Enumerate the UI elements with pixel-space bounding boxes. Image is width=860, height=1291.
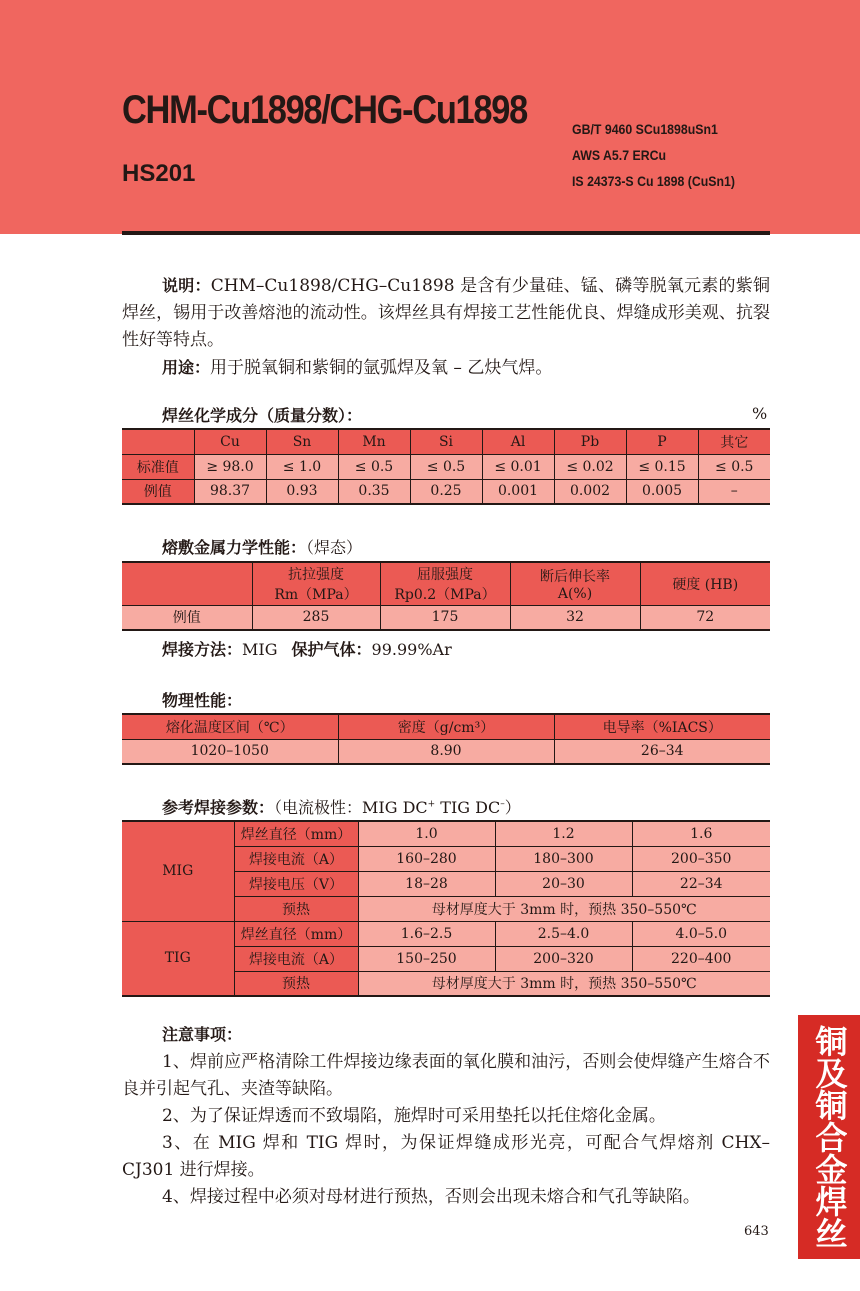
param-cell: 220–400 (632, 946, 770, 971)
mech-header-cell: 硬度 (HB) (640, 562, 770, 605)
chem-header-cell: Cu (194, 429, 266, 454)
mechanical-header-row (122, 562, 770, 605)
chem-header-cell: Sn (266, 429, 338, 454)
chemistry-table (122, 428, 770, 505)
mech-cell: 72 (640, 605, 770, 630)
chem-cell: 0.25 (410, 479, 482, 504)
row-label: 例值 (122, 479, 194, 504)
chem-cell: 98.37 (194, 479, 266, 504)
mech-cell: 32 (510, 605, 640, 630)
notes-title-text: 注意事项： (162, 1025, 243, 1044)
physical-value-row (122, 739, 770, 764)
polarity-close: ） (504, 798, 521, 817)
param-cell: 1.6 (632, 821, 770, 846)
param-cell: 1.6–2.5 (358, 921, 495, 946)
welding-params-table (122, 820, 770, 997)
chem-cell: 0.002 (554, 479, 626, 504)
welding-title-note (274, 798, 521, 817)
phys-header-cell: 密度（g/cm³） (338, 714, 554, 739)
mech-header-line1: 断后伸长率 (540, 568, 610, 585)
phys-header-cell: 电导率（%IACS） (554, 714, 770, 739)
chemistry-unit: % (752, 404, 768, 423)
param-cell: 4.0–5.0 (632, 921, 770, 946)
param-cell: 22–34 (632, 871, 770, 896)
chem-cell: 0.001 (482, 479, 554, 504)
chem-header-cell: Si (410, 429, 482, 454)
physical-title: 物理性能： (162, 691, 243, 710)
mig-process-label: MIG (122, 821, 234, 921)
chem-cell: ≤ 0.15 (626, 454, 698, 479)
physical-header-row (122, 714, 770, 739)
param-label: 焊丝直径（mm） (234, 821, 358, 846)
chem-cell: ≥ 98.0 (194, 454, 266, 479)
usage-paragraph (122, 354, 770, 382)
standard-aws: AWS A5.7 ERCu (572, 147, 667, 163)
mech-header-line2: Rp0.2（MPa） (394, 586, 496, 603)
product-title: CHM-Cu1898/CHG-Cu1898 (122, 88, 527, 132)
phys-cell: 8.90 (338, 739, 554, 764)
chemistry-title: 焊丝化学成分（质量分数）： (162, 406, 363, 425)
standard-is: IS 24373-S Cu 1898 (CuSn1) (572, 173, 735, 189)
mechanical-table (122, 561, 770, 631)
description-paragraph (122, 272, 770, 354)
param-cell: 160–280 (358, 846, 495, 871)
phys-cell: 1020–1050 (122, 739, 338, 764)
polarity-sup-plus: + (427, 799, 436, 810)
note-item: 2、为了保证焊透而不致塌陷，施焊时可采用垫托以托住熔化金属。 (162, 1106, 666, 1126)
mechanical-example-row (122, 605, 770, 630)
welding-method-line (162, 637, 452, 660)
description-text: CHM–Cu1898/CHG–Cu1898 是含有少量硅、锰、磷等脱氧元素的紫铜焊丝，锡用于改善熔池的流动性。该焊丝具有焊接工艺性能优良、焊缝成形美观、抗裂性好等特点。 (122, 276, 770, 350)
description-label: 说明： (162, 276, 211, 295)
mech-header-cell (122, 562, 252, 605)
gas-label: 保护气体： (291, 640, 372, 659)
chemistry-standard-row (122, 454, 770, 479)
method-label: 焊接方法： (162, 640, 243, 659)
usage-label: 用途： (162, 358, 211, 377)
mechanical-title-text: 熔敷金属力学性能： (162, 538, 307, 557)
chem-header-cell: 其它 (698, 429, 770, 454)
note-item: 1、焊前应严格清除工件焊接边缘表面的氧化膜和油污，否则会使焊缝产生熔合不良并引起气孔、夹渣等缺陷。 (122, 1052, 770, 1099)
param-cell: 1.2 (495, 821, 632, 846)
page-number: 643 (744, 1224, 769, 1239)
tig-process-label: TIG (122, 921, 234, 996)
mech-header-line2: A(%) (557, 585, 593, 602)
param-cell: 200–350 (632, 846, 770, 871)
description-section (122, 272, 770, 382)
mech-header-cell (510, 562, 640, 605)
row-label: 标准值 (122, 454, 194, 479)
param-label: 焊接电流（A） (234, 946, 358, 971)
chem-cell: ≤ 0.5 (410, 454, 482, 479)
chem-cell: ≤ 1.0 (266, 454, 338, 479)
mech-header-line1: 屈服强度 (417, 566, 473, 583)
chem-cell: ≤ 0.5 (338, 454, 410, 479)
chem-cell: ≤ 0.02 (554, 454, 626, 479)
polarity-tig: TIG DC (435, 798, 501, 817)
param-cell: 1.0 (358, 821, 495, 846)
standards-list (572, 116, 735, 194)
param-cell: 18–28 (358, 871, 495, 896)
chem-cell: 0.93 (266, 479, 338, 504)
param-label: 焊接电流（A） (234, 846, 358, 871)
mech-header-cell (252, 562, 380, 605)
phys-cell: 26–34 (554, 739, 770, 764)
mech-header-cell (380, 562, 510, 605)
polarity-sup-minus: – (500, 799, 505, 810)
chem-cell: 0.35 (338, 479, 410, 504)
param-label: 焊接电压（V） (234, 871, 358, 896)
param-cell: 180–300 (495, 846, 632, 871)
chem-header-cell: Al (482, 429, 554, 454)
mig-diameter-row (122, 821, 770, 846)
param-cell: 200–320 (495, 946, 632, 971)
gas-value: 99.99%Ar (371, 640, 452, 659)
usage-text: 用于脱氧铜和紫铜的氩弧焊及氧 – 乙炔气焊。 (210, 358, 553, 378)
welding-title-text: 参考焊接参数： (162, 798, 275, 817)
row-label: 例值 (122, 605, 252, 630)
polarity-mig: （电流极性：MIG DC (274, 798, 428, 817)
mech-header-line1: 抗拉强度 (288, 566, 344, 583)
chem-cell: 0.005 (626, 479, 698, 504)
preheat-cell: 母材厚度大于 3mm 时，预热 350–550℃ (358, 896, 770, 921)
mechanical-title-note: （焊态） (306, 538, 363, 557)
note-item: 4、焊接过程中必须对母材进行预热，否则会出现未熔合和气孔等缺陷。 (162, 1187, 700, 1207)
mech-header-line2: Rm（MPa） (274, 586, 358, 603)
mech-cell: 285 (252, 605, 380, 630)
header-band (0, 0, 860, 234)
chem-header-cell: P (626, 429, 698, 454)
mechanical-title (162, 535, 362, 558)
note-item: 3、在 MIG 焊和 TIG 焊时，为保证焊缝成形光亮，可配合气焊熔剂 CHX–CJ301 进行焊接。 (122, 1133, 770, 1180)
notes-title (122, 1021, 770, 1049)
chemistry-header-row (122, 429, 770, 454)
mech-cell: 175 (380, 605, 510, 630)
header-divider (122, 231, 770, 235)
param-cell: 2.5–4.0 (495, 921, 632, 946)
phys-header-cell: 熔化温度区间（℃） (122, 714, 338, 739)
param-label: 预热 (234, 971, 358, 996)
chem-cell: ≤ 0.5 (698, 454, 770, 479)
welding-params-title (162, 795, 521, 818)
product-subtitle: HS201 (122, 160, 196, 187)
method-value: MIG (242, 640, 278, 659)
tig-diameter-row (122, 921, 770, 946)
param-cell: 150–250 (358, 946, 495, 971)
param-label: 预热 (234, 896, 358, 921)
standard-gb: GB/T 9460 SCu1898uSn1 (572, 121, 718, 137)
param-cell: 20–30 (495, 871, 632, 896)
notes-section (122, 1021, 770, 1211)
param-label: 焊丝直径（mm） (234, 921, 358, 946)
physical-table (122, 713, 770, 765)
chem-cell: – (698, 479, 770, 504)
chem-cell: ≤ 0.01 (482, 454, 554, 479)
chem-header-cell: Mn (338, 429, 410, 454)
category-side-tab: 铜及铜合金焊丝 (798, 1015, 860, 1259)
chem-header-cell: Pb (554, 429, 626, 454)
chemistry-example-row (122, 479, 770, 504)
chem-header-cell (122, 429, 194, 454)
preheat-cell: 母材厚度大于 3mm 时，预热 350–550℃ (358, 971, 770, 996)
